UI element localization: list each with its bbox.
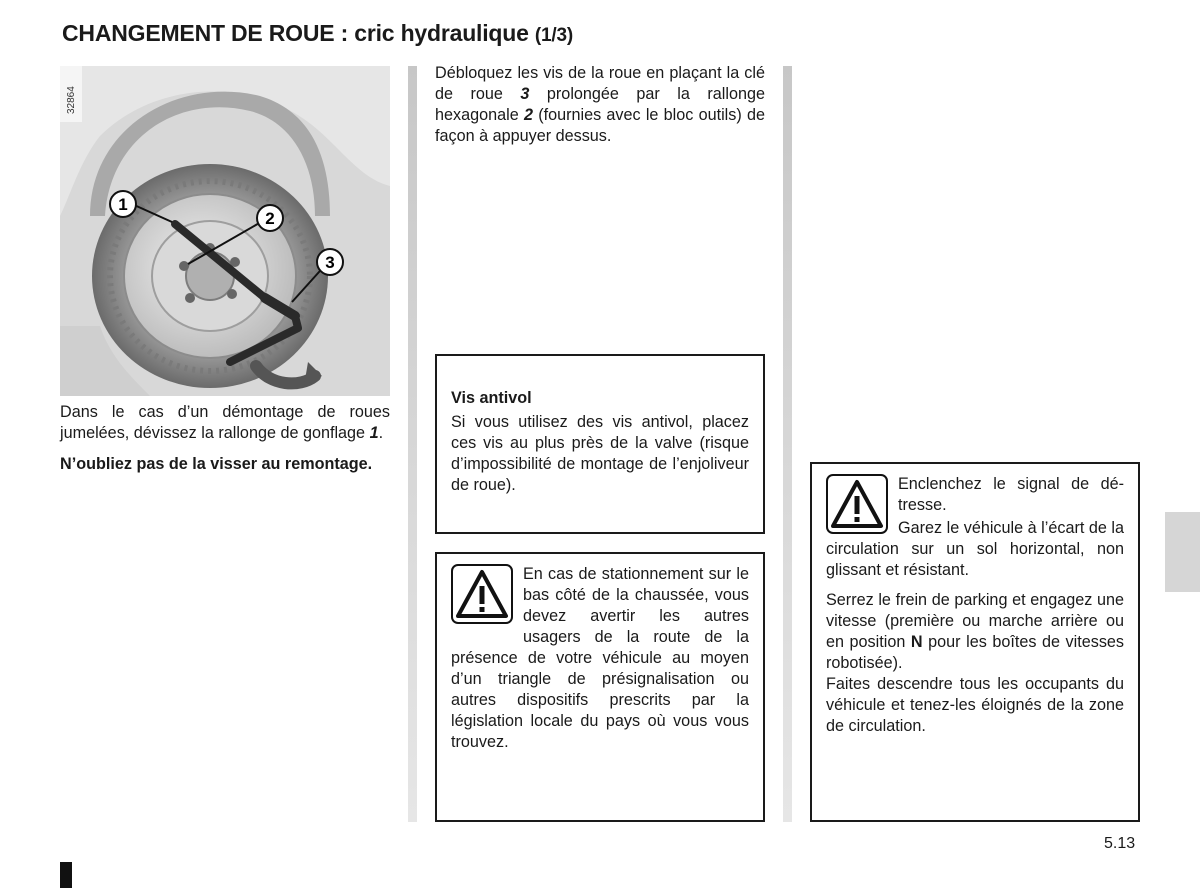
- parking-warning-text: En cas de stationnement sur le bas côté de la chaussée, vous devez avertir les autres usagers de la route de la présence de votre véhicule au moyen d’un triangle de présignalisation ou autres dispositifs prescrits par la législation locale du pays où vous vous trouvez.: [451, 565, 749, 751]
- title-part: (1/3): [534, 25, 573, 46]
- corner-marker: [60, 862, 72, 888]
- intro-b: prolongée par la rallonge hexagonale: [435, 85, 765, 124]
- safety-p3-a: Serrez le frein de parking et engagez une vitesse (première ou marche arrière ou en position: [826, 591, 1124, 651]
- antivol-box: [435, 354, 765, 534]
- intro-a: Débloquez les vis de la roue en plaçant la clé de roue: [435, 64, 765, 103]
- callout-2: 2: [265, 209, 275, 228]
- intro-c: (fournies avec le bloc outils) de façon à appuyer dessus.: [435, 106, 765, 145]
- safety-p3-n: N: [910, 633, 923, 651]
- wheel-illustration: [60, 66, 390, 396]
- warning-triangle-icon: [826, 474, 888, 534]
- safety-p3-b: pour les boîtes de vitesses robotisée).: [826, 633, 1125, 672]
- intro-ref-3: 3: [520, 85, 530, 103]
- left-column-text: [60, 402, 390, 485]
- safety-box: [810, 462, 1140, 822]
- safety-p3: [826, 590, 1124, 674]
- safety-p1: Enclenchez le signal de détresse.: [898, 475, 1124, 514]
- page-number: 5.13: [1104, 835, 1136, 852]
- parking-warning-box: [435, 552, 765, 822]
- middle-intro-text: [435, 63, 765, 147]
- wheel-drawing: [60, 66, 390, 396]
- safety-p2: Garez le véhicule à l’écart de la circulation sur un sol horizontal, non glissant et résistant.: [826, 519, 1124, 579]
- left-p1-end: .: [378, 424, 384, 442]
- page-title: [62, 20, 573, 47]
- title-text: CHANGEMENT DE ROUE : cric hydraulique: [62, 20, 529, 46]
- left-paragraph-2: N’oubliez pas de la visser au remontage.: [60, 455, 373, 473]
- left-p1-text: Dans le cas d’un démontage de roues jumelées, dévissez la rallonge de gonflage: [60, 403, 390, 442]
- callout-3: 3: [325, 253, 335, 272]
- column-divider: [408, 66, 417, 822]
- antivol-text: Si vous utilisez des vis antivol, placez ces vis au plus près de la valve (risque d’impossibilité de montage de l’enjoliveur de roue).: [451, 413, 749, 494]
- warning-triangle-icon: [451, 564, 513, 624]
- callout-1: 1: [118, 195, 128, 214]
- safety-p4: Faites descendre tous les occupants du véhicule et tenez-les éloignés de la zone de circulation.: [826, 675, 1124, 735]
- antivol-title: Vis antivol: [451, 389, 532, 407]
- left-paragraph-1: [60, 402, 390, 444]
- figure-code: 32864: [66, 86, 77, 114]
- section-tab: [1165, 512, 1200, 592]
- left-p1-ref: 1: [369, 424, 379, 442]
- column-divider-2: [783, 66, 792, 822]
- intro-ref-2: 2: [523, 106, 533, 124]
